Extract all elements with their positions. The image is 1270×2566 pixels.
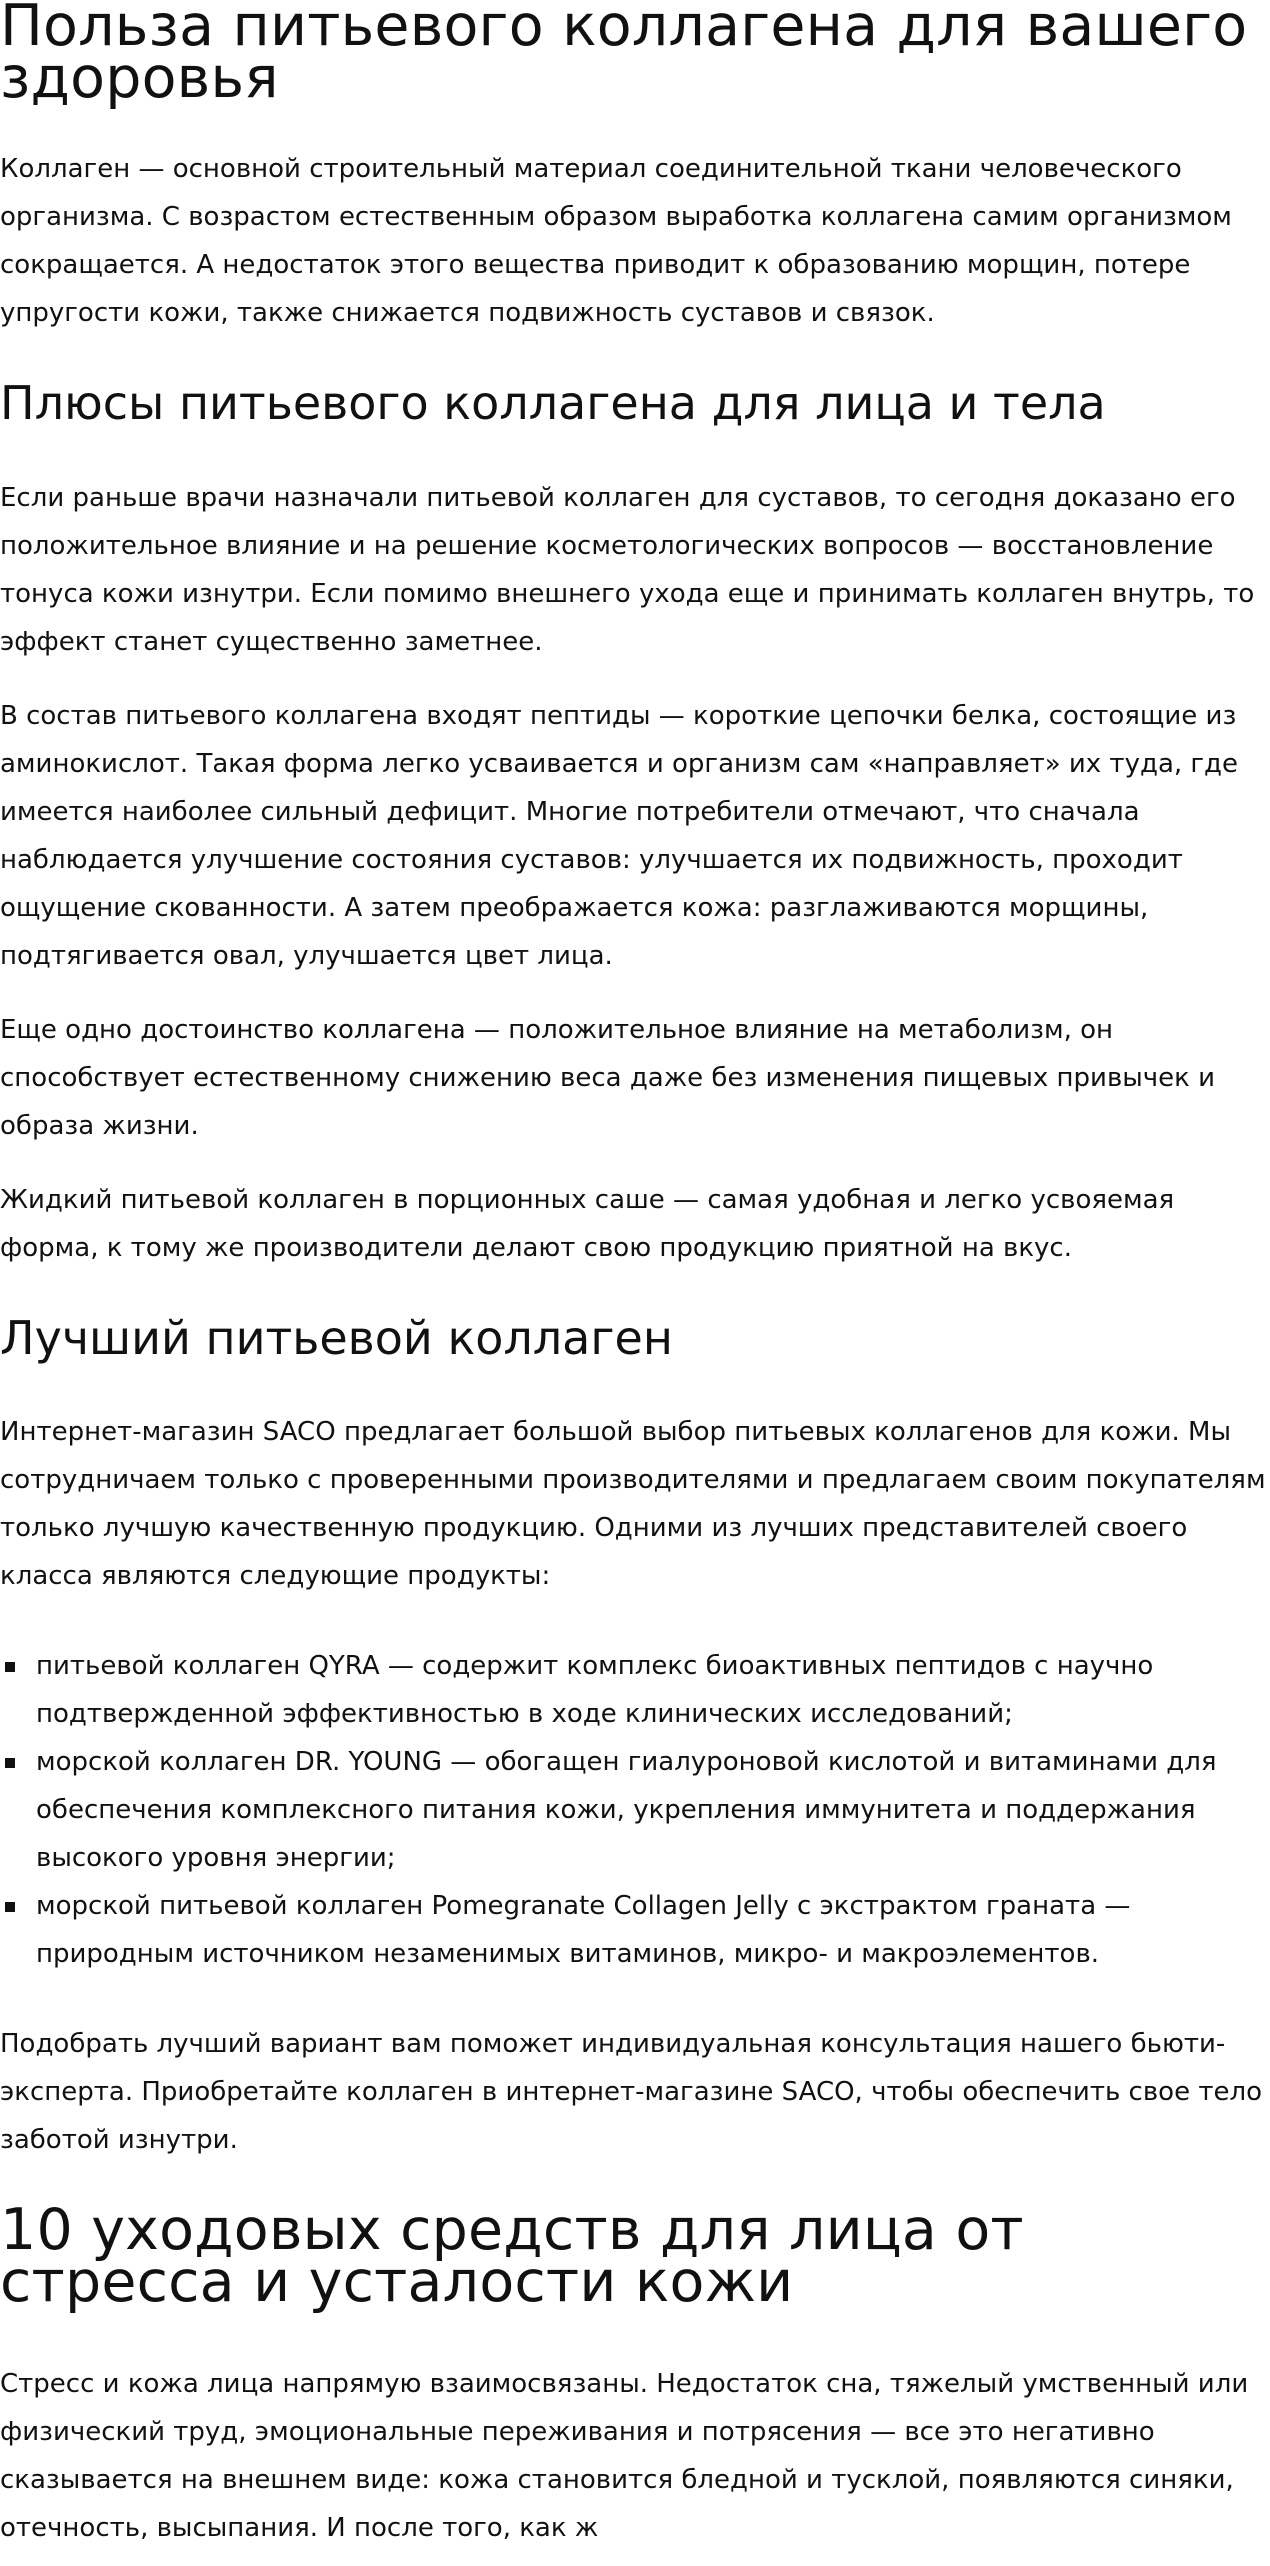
- benefits-heading: Плюсы питьевого коллагена для лица и тела: [0, 376, 1106, 430]
- next-article-intro: Стресс и кожа лица напрямую взаимосвязаны. Недостаток сна, тяжелый умственный или физический труд, эмоциональные переживания и потрясения — все это негативно сказывается на внешнем виде: кожа становится бледной и тусклой, появляются синяки, отечность, высыпания. И после того, как ж: [0, 2369, 1249, 2543]
- list-item: питьевой коллаген QYRA — содержит комплекс биоактивных пептидов с научно подтвержденной эффективностью в ходе клинических исследований;: [0, 1642, 1270, 1738]
- article-title: Польза питьевого коллагена для вашего здоровья: [0, 0, 1248, 111]
- benefits-paragraph: Жидкий питьевой коллаген в порционных саше — самая удобная и легко усвояемая форма, к тому же производители делают свою продукцию приятной на вкус.: [0, 1185, 1175, 1263]
- benefits-paragraph: Если раньше врачи назначали питьевой коллаген для суставов, то сегодня доказано его положительное влияние и на решение косметологических вопросов — восстановление тонуса кожи изнутри. Если помимо внешнего ухода еще и принимать коллаген внутрь, то эффект станет существенно заметнее.: [0, 483, 1255, 657]
- list-item: морской питьевой коллаген Pomegranate Collagen Jelly с экстрактом граната — природным источником незаменимых витаминов, микро- и макроэлементов.: [0, 1882, 1270, 1978]
- benefits-paragraph: Еще одно достоинство коллагена — положительное влияние на метаболизм, он способствует естественному снижению веса даже без изменения пищевых привычек и образа жизни.: [0, 1015, 1216, 1141]
- intro-paragraph: Коллаген — основной строительный материал соединительной ткани человеческого организма. С возрастом естественным образом выработка коллагена самим организмом сокращается. А недостаток этого вещества приводит к образованию морщин, потере упругости кожи, также снижается подвижность суставов и связок.: [0, 154, 1232, 328]
- best-collagen-outro: Подобрать лучший вариант вам поможет индивидуальная консультация нашего бьюти-эксперта. Приобретайте коллаген в интернет-магазине SACO, чтобы обеспечить свое тело заботой изнутри.: [0, 2029, 1263, 2155]
- next-article-title: 10 уходовых средств для лица от стресса и усталости кожи: [0, 2197, 1024, 2315]
- product-list: [0, 1642, 1270, 1978]
- list-item: морской коллаген DR. YOUNG — обогащен гиалуроновой кислотой и витаминами для обеспечения комплексного питания кожи, укрепления иммунитета и поддержания высокого уровня энергии;: [0, 1738, 1270, 1882]
- benefits-paragraph: В состав питьевого коллагена входят пептиды — короткие цепочки белка, состоящие из аминокислот. Такая форма легко усваивается и организм сам «направляет» их туда, где имеется наиболее сильный дефицит. Многие потребители отмечают, что сначала наблюдается улучшение состояния суставов: улучшается их подвижность, проходит ощущение скованности. А затем преображается кожа: разглаживаются морщины, подтягивается овал, улучшается цвет лица.: [0, 701, 1239, 971]
- best-collagen-intro: Интернет-магазин SACO предлагает большой выбор питьевых коллагенов для кожи. Мы сотрудничаем только с проверенными производителями и предлагаем своим покупателям только лучшую качественную продукцию. Одними из лучших представителей своего класса являются следующие продукты:: [0, 1417, 1266, 1591]
- best-collagen-heading: Лучший питьевой коллаген: [0, 1311, 673, 1365]
